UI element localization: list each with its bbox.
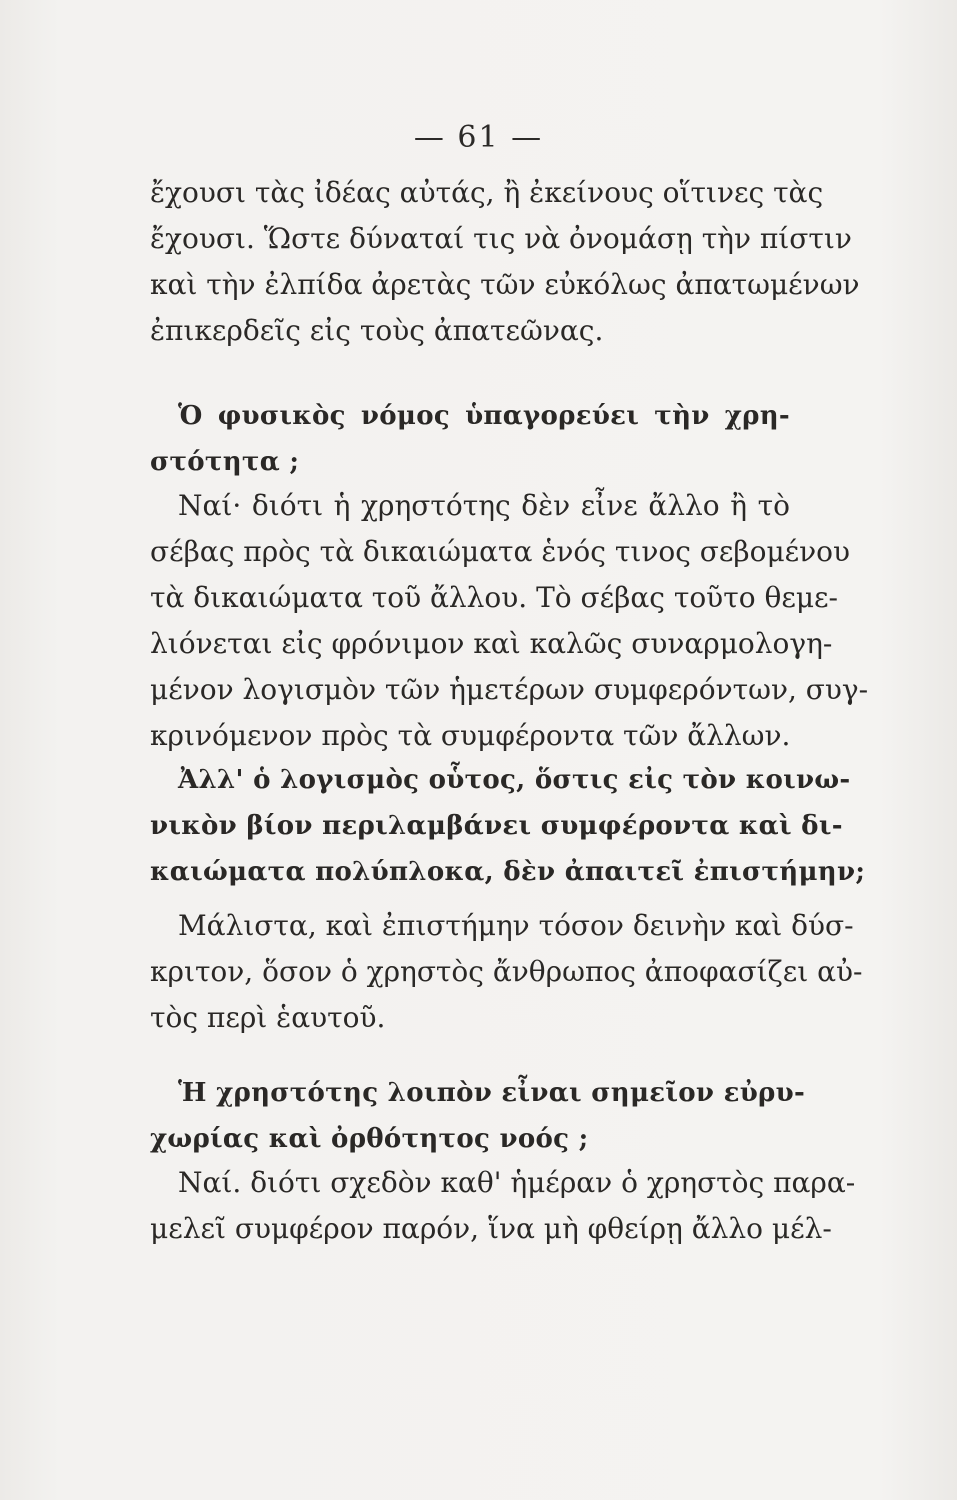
text-line: μελεῖ συμφέρον παρόν, ἵνα μὴ φθείρῃ ἄλλο μέλ- — [150, 1212, 832, 1245]
question-line: καιώματα πολύπλοκα, δὲν ἀπαιτεῖ ἐπιστήμην; — [150, 857, 866, 887]
page-number: — 61 — — [413, 120, 544, 155]
text-line: τὸς περὶ ἑαυτοῦ. — [150, 1001, 386, 1034]
answer-paragraph — [150, 903, 863, 1041]
question-paragraph — [150, 757, 866, 895]
text-line: κρινόμενον πρὸς τὰ συμφέροντα τῶν ἄλλων. — [150, 719, 791, 752]
text-line: κριτον, ὅσον ὁ χρηστὸς ἄνθρωπος ἀποφασίζει αὐ- — [150, 955, 863, 988]
text-line: Μάλιστα, καὶ ἐπιστήμην τόσον δεινὴν καὶ δύσ- — [178, 909, 854, 942]
text-line: ἔχουσι τὰς ἰδέας αὐτάς, ἢ ἐκείνους οἵτινες τὰς — [150, 176, 824, 209]
text-line: λιόνεται εἰς φρόνιμον καὶ καλῶς συναρμολογη- — [150, 627, 833, 660]
text-line: Ναί· διότι ἡ χρηστότης δὲν εἶνε ἄλλο ἢ τὸ — [178, 489, 790, 522]
question-paragraph — [150, 393, 790, 485]
text-line: τὰ δικαιώματα τοῦ ἄλλου. Τὸ σέβας τοῦτο θεμε- — [150, 581, 838, 614]
text-line: σέβας πρὸς τὰ δικαιώματα ἑνός τινος σεβομένου — [150, 535, 851, 568]
answer-paragraph-continued — [150, 170, 860, 354]
text-line: Ναί. διότι σχεδὸν καθ' ἡμέραν ὁ χρηστὸς παρα- — [178, 1166, 856, 1199]
answer-paragraph — [150, 483, 869, 759]
question-line: χωρίας καὶ ὀρθότητος νοός ; — [150, 1124, 589, 1154]
question-line: στότητα ; — [150, 447, 300, 477]
text-line: καὶ τὴν ἐλπίδα ἀρετὰς τῶν εὐκόλως ἀπατωμένων — [150, 268, 860, 301]
text-line: ἔχουσι. Ὥστε δύναταί τις νὰ ὀνομάσῃ τὴν πίστιν — [150, 222, 852, 255]
text-line: ἐπικερδεῖς εἰς τοὺς ἀπατεῶνας. — [150, 314, 604, 347]
question-line: Ἡ χρηστότης λοιπὸν εἶναι σημεῖον εὐρυ- — [178, 1078, 806, 1108]
answer-paragraph — [150, 1160, 856, 1252]
text-line: μένον λογισμὸν τῶν ἡμετέρων συμφερόντων, συγ- — [150, 673, 869, 706]
question-line: νικὸν βίον περιλαμβάνει συμφέροντα καὶ δι- — [150, 811, 843, 841]
question-paragraph — [150, 1070, 806, 1162]
question-line: Ἀλλ' ὁ λογισμὸς οὗτος, ὅστις εἰς τὸν κοινω- — [178, 765, 851, 795]
question-line: Ὁ φυσικὸς νόμος ὑπαγορεύει τὴν χρη- — [178, 401, 790, 431]
